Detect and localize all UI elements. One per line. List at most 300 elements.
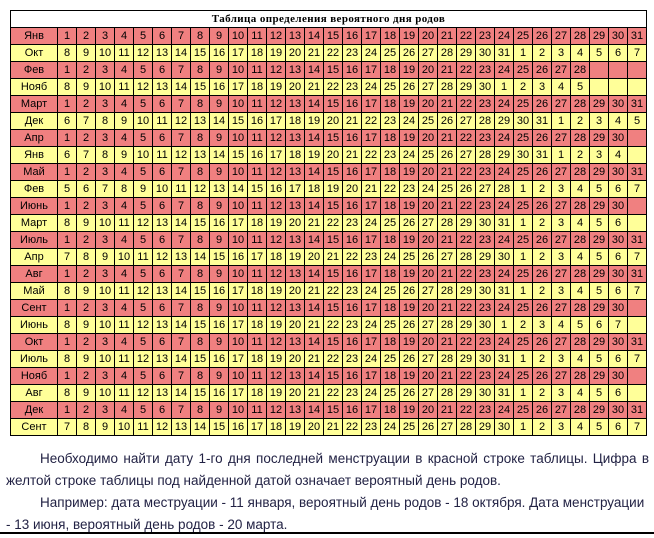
- day-cell: 5: [134, 266, 153, 283]
- day-cell: 17: [362, 130, 381, 147]
- day-cell: 28: [571, 300, 590, 317]
- day-cell: 4: [115, 130, 134, 147]
- day-cell: 7: [172, 164, 191, 181]
- table-row: [11, 215, 647, 232]
- day-cell: 1: [58, 266, 77, 283]
- day-cell: 11: [248, 232, 267, 249]
- day-cell: 17: [229, 45, 248, 62]
- day-cell: 20: [419, 368, 438, 385]
- day-cell: [609, 79, 628, 96]
- day-cell: 4: [115, 266, 134, 283]
- day-cell: 20: [286, 385, 305, 402]
- day-cell: 12: [267, 96, 286, 113]
- day-cell: 6: [153, 368, 172, 385]
- day-cell: 10: [229, 368, 248, 385]
- day-cell: 29: [590, 334, 609, 351]
- day-cell: 26: [533, 266, 552, 283]
- day-cell: 1: [514, 181, 533, 198]
- day-cell: 2: [77, 62, 96, 79]
- day-cell: 24: [362, 385, 381, 402]
- day-cell: 9: [115, 113, 134, 130]
- day-cell: 14: [305, 300, 324, 317]
- day-cell: 11: [115, 385, 134, 402]
- day-cell: 1: [58, 130, 77, 147]
- day-cell: 10: [96, 385, 115, 402]
- day-cell: 3: [552, 283, 571, 300]
- day-cell: 1: [514, 45, 533, 62]
- day-cell: 26: [533, 334, 552, 351]
- day-cell: 24: [362, 351, 381, 368]
- day-cell: 2: [77, 198, 96, 215]
- day-cell: 20: [286, 283, 305, 300]
- day-cell: 13: [286, 62, 305, 79]
- day-cell: 20: [419, 232, 438, 249]
- month-label: Нояб: [11, 79, 58, 96]
- day-cell: 14: [305, 232, 324, 249]
- day-cell: 23: [476, 402, 495, 419]
- day-cell: 11: [134, 419, 153, 436]
- day-cell: 19: [305, 147, 324, 164]
- day-cell: 16: [343, 266, 362, 283]
- day-cell: 4: [571, 215, 590, 232]
- day-cell: 28: [571, 232, 590, 249]
- day-cell: 12: [267, 266, 286, 283]
- day-cell: 22: [457, 266, 476, 283]
- day-cell: 15: [210, 249, 229, 266]
- day-cell: 8: [96, 147, 115, 164]
- day-cell: 19: [400, 130, 419, 147]
- day-cell: 20: [419, 164, 438, 181]
- day-cell: 11: [115, 215, 134, 232]
- day-cell: 4: [115, 300, 134, 317]
- day-cell: 9: [210, 28, 229, 45]
- day-cell: 8: [191, 198, 210, 215]
- day-cell: 13: [286, 334, 305, 351]
- day-cell: 31: [628, 232, 647, 249]
- day-cell: 22: [324, 79, 343, 96]
- day-cell: 16: [248, 113, 267, 130]
- table-row: [11, 249, 647, 266]
- day-cell: 17: [267, 113, 286, 130]
- day-cell: 17: [362, 232, 381, 249]
- day-cell: 11: [172, 181, 191, 198]
- day-cell: 7: [172, 266, 191, 283]
- day-cell: 5: [590, 351, 609, 368]
- month-label: Июль: [11, 351, 58, 368]
- day-cell: 22: [324, 283, 343, 300]
- day-cell: 28: [571, 130, 590, 147]
- day-cell: 30: [609, 266, 628, 283]
- table-body: [11, 28, 647, 436]
- day-cell: 8: [191, 96, 210, 113]
- day-cell: 18: [267, 249, 286, 266]
- day-cell: 23: [343, 283, 362, 300]
- day-cell: 7: [172, 300, 191, 317]
- day-cell: 16: [343, 232, 362, 249]
- day-cell: 15: [229, 113, 248, 130]
- table-row: [11, 181, 647, 198]
- day-cell: 27: [552, 130, 571, 147]
- day-cell: 17: [229, 79, 248, 96]
- day-cell: 20: [419, 334, 438, 351]
- day-cell: 21: [438, 232, 457, 249]
- month-label: Март: [11, 96, 58, 113]
- day-cell: 1: [514, 249, 533, 266]
- day-cell: 15: [324, 402, 343, 419]
- day-cell: 16: [210, 283, 229, 300]
- day-cell: 3: [552, 419, 571, 436]
- day-cell: 4: [609, 113, 628, 130]
- day-cell: 1: [58, 164, 77, 181]
- day-cell: 20: [286, 351, 305, 368]
- day-cell: 13: [286, 164, 305, 181]
- day-cell: 5: [590, 385, 609, 402]
- day-cell: 1: [58, 62, 77, 79]
- day-cell: 12: [267, 368, 286, 385]
- day-cell: 11: [115, 351, 134, 368]
- day-cell: 5: [628, 113, 647, 130]
- day-cell: 10: [229, 198, 248, 215]
- day-cell: 16: [210, 351, 229, 368]
- day-cell: 4: [115, 368, 134, 385]
- day-cell: 22: [343, 419, 362, 436]
- day-cell: 24: [495, 28, 514, 45]
- day-cell: 12: [267, 334, 286, 351]
- day-cell: 24: [495, 300, 514, 317]
- table-row: [11, 96, 647, 113]
- day-cell: 18: [381, 96, 400, 113]
- day-cell: 8: [115, 181, 134, 198]
- day-cell: 7: [628, 283, 647, 300]
- day-cell: 26: [438, 147, 457, 164]
- day-cell: 4: [571, 283, 590, 300]
- day-cell: 27: [438, 419, 457, 436]
- day-cell: 13: [286, 130, 305, 147]
- day-cell: 16: [343, 96, 362, 113]
- day-cell: 30: [609, 130, 628, 147]
- day-cell: 31: [628, 334, 647, 351]
- day-cell: 16: [267, 181, 286, 198]
- day-cell: 24: [495, 96, 514, 113]
- day-cell: 28: [571, 28, 590, 45]
- day-cell: 5: [134, 96, 153, 113]
- day-cell: 29: [590, 300, 609, 317]
- day-cell: 26: [533, 62, 552, 79]
- day-cell: 13: [153, 283, 172, 300]
- day-cell: 13: [286, 96, 305, 113]
- day-cell: 23: [381, 113, 400, 130]
- day-cell: 13: [286, 368, 305, 385]
- day-cell: 25: [438, 181, 457, 198]
- day-cell: 1: [495, 79, 514, 96]
- day-cell: 3: [96, 96, 115, 113]
- day-cell: 21: [438, 334, 457, 351]
- day-cell: 25: [514, 266, 533, 283]
- day-cell: 1: [552, 113, 571, 130]
- day-cell: 31: [495, 385, 514, 402]
- day-cell: 22: [457, 334, 476, 351]
- day-cell: 17: [362, 368, 381, 385]
- day-cell: 15: [324, 300, 343, 317]
- day-cell: 31: [628, 164, 647, 181]
- bottom-divider: [0, 532, 654, 534]
- day-cell: 14: [305, 402, 324, 419]
- day-cell: 13: [172, 249, 191, 266]
- day-cell: 24: [495, 402, 514, 419]
- day-cell: 2: [533, 249, 552, 266]
- table-row: [11, 351, 647, 368]
- day-cell: 10: [96, 215, 115, 232]
- day-cell: 17: [362, 266, 381, 283]
- day-cell: 26: [533, 130, 552, 147]
- day-cell: 28: [571, 96, 590, 113]
- day-cell: 2: [77, 164, 96, 181]
- day-cell: 3: [96, 368, 115, 385]
- day-cell: 5: [590, 215, 609, 232]
- day-cell: 30: [609, 164, 628, 181]
- day-cell: 2: [571, 147, 590, 164]
- day-cell: 29: [457, 79, 476, 96]
- day-cell: 12: [134, 45, 153, 62]
- day-cell: 7: [58, 249, 77, 266]
- day-cell: 18: [381, 164, 400, 181]
- day-cell: 26: [533, 232, 552, 249]
- day-cell: 14: [191, 249, 210, 266]
- day-cell: 30: [476, 283, 495, 300]
- day-cell: 27: [552, 402, 571, 419]
- day-cell: 2: [533, 45, 552, 62]
- day-cell: 27: [419, 79, 438, 96]
- day-cell: 12: [267, 402, 286, 419]
- day-cell: 29: [590, 402, 609, 419]
- day-cell: 3: [552, 45, 571, 62]
- day-cell: 6: [58, 147, 77, 164]
- day-cell: 10: [229, 266, 248, 283]
- day-cell: 7: [172, 402, 191, 419]
- day-cell: 29: [590, 368, 609, 385]
- day-cell: [590, 79, 609, 96]
- day-cell: 29: [457, 215, 476, 232]
- day-cell: 19: [400, 198, 419, 215]
- month-label: Апр: [11, 249, 58, 266]
- day-cell: 25: [514, 28, 533, 45]
- day-cell: 10: [115, 419, 134, 436]
- day-cell: 30: [495, 419, 514, 436]
- day-cell: 11: [115, 283, 134, 300]
- day-cell: 4: [552, 79, 571, 96]
- table-row: [11, 368, 647, 385]
- day-cell: 18: [248, 317, 267, 334]
- day-cell: 19: [400, 368, 419, 385]
- day-cell: 18: [248, 283, 267, 300]
- day-cell: 19: [400, 96, 419, 113]
- day-cell: 30: [609, 402, 628, 419]
- day-cell: 17: [362, 300, 381, 317]
- day-cell: 12: [153, 249, 172, 266]
- day-cell: 23: [476, 96, 495, 113]
- day-cell: 29: [457, 351, 476, 368]
- day-cell: 8: [58, 45, 77, 62]
- day-cell: 22: [457, 300, 476, 317]
- day-cell: 1: [552, 147, 571, 164]
- month-label: Окт: [11, 334, 58, 351]
- day-cell: 29: [495, 147, 514, 164]
- day-cell: 11: [153, 113, 172, 130]
- day-cell: 9: [96, 249, 115, 266]
- month-label: Авг: [11, 266, 58, 283]
- day-cell: 28: [571, 334, 590, 351]
- day-cell: 4: [571, 249, 590, 266]
- day-cell: 14: [305, 164, 324, 181]
- day-cell: 12: [134, 317, 153, 334]
- day-cell: 17: [362, 334, 381, 351]
- month-label: Март: [11, 215, 58, 232]
- day-cell: 29: [495, 113, 514, 130]
- day-cell: 21: [324, 249, 343, 266]
- day-cell: 6: [153, 266, 172, 283]
- day-cell: 5: [571, 317, 590, 334]
- day-cell: 12: [267, 28, 286, 45]
- day-cell: 5: [590, 419, 609, 436]
- day-cell: 25: [400, 249, 419, 266]
- table-row: [11, 385, 647, 402]
- day-cell: 3: [552, 351, 571, 368]
- day-cell: 20: [419, 62, 438, 79]
- day-cell: 15: [324, 96, 343, 113]
- day-cell: 14: [172, 283, 191, 300]
- day-cell: 22: [362, 113, 381, 130]
- day-cell: 1: [514, 419, 533, 436]
- day-cell: 10: [229, 62, 248, 79]
- day-cell: 27: [476, 181, 495, 198]
- day-cell: 14: [172, 79, 191, 96]
- day-cell: 15: [324, 368, 343, 385]
- day-cell: 5: [134, 300, 153, 317]
- day-cell: 28: [438, 215, 457, 232]
- day-cell: 5: [134, 28, 153, 45]
- day-cell: 27: [552, 300, 571, 317]
- day-cell: 17: [267, 147, 286, 164]
- page-title: Таблица определения вероятного дня родов: [11, 11, 647, 28]
- day-cell: 31: [628, 402, 647, 419]
- day-cell: 7: [172, 130, 191, 147]
- day-cell: 24: [362, 45, 381, 62]
- day-cell: 17: [248, 249, 267, 266]
- day-cell: 31: [628, 96, 647, 113]
- month-label: Сент: [11, 300, 58, 317]
- day-cell: 24: [362, 79, 381, 96]
- day-cell: 11: [248, 164, 267, 181]
- day-cell: 13: [191, 147, 210, 164]
- day-cell: 25: [514, 402, 533, 419]
- day-cell: 15: [191, 79, 210, 96]
- table-row: [11, 130, 647, 147]
- day-cell: 5: [134, 130, 153, 147]
- day-cell: 23: [476, 62, 495, 79]
- month-label: Фев: [11, 181, 58, 198]
- day-cell: [628, 215, 647, 232]
- day-cell: 31: [533, 113, 552, 130]
- day-cell: 25: [381, 283, 400, 300]
- day-cell: 16: [210, 215, 229, 232]
- day-cell: 19: [286, 249, 305, 266]
- day-cell: 23: [343, 79, 362, 96]
- day-cell: 30: [495, 249, 514, 266]
- month-label: Сент: [11, 419, 58, 436]
- day-cell: 14: [305, 62, 324, 79]
- day-cell: 3: [96, 266, 115, 283]
- day-cell: 27: [419, 317, 438, 334]
- day-cell: 20: [286, 79, 305, 96]
- day-cell: 19: [267, 351, 286, 368]
- month-label: Июнь: [11, 317, 58, 334]
- day-cell: 3: [96, 232, 115, 249]
- day-cell: 18: [381, 266, 400, 283]
- day-cell: 2: [77, 300, 96, 317]
- day-cell: 15: [324, 28, 343, 45]
- day-cell: 25: [381, 385, 400, 402]
- day-cell: 13: [153, 79, 172, 96]
- day-cell: 19: [305, 113, 324, 130]
- day-cell: 12: [267, 300, 286, 317]
- day-cell: 2: [77, 28, 96, 45]
- day-cell: 27: [552, 334, 571, 351]
- day-cell: 9: [77, 45, 96, 62]
- day-cell: 27: [419, 283, 438, 300]
- day-cell: 4: [115, 96, 134, 113]
- day-cell: 1: [58, 96, 77, 113]
- day-cell: 16: [229, 419, 248, 436]
- day-cell: 1: [58, 232, 77, 249]
- day-cell: 7: [628, 45, 647, 62]
- day-cell: 25: [381, 45, 400, 62]
- day-cell: 28: [571, 164, 590, 181]
- day-cell: 18: [286, 147, 305, 164]
- day-cell: 16: [343, 62, 362, 79]
- day-cell: 5: [134, 334, 153, 351]
- month-label: Авг: [11, 385, 58, 402]
- day-cell: 17: [248, 419, 267, 436]
- day-cell: 23: [343, 45, 362, 62]
- day-cell: 1: [58, 334, 77, 351]
- day-cell: 20: [419, 198, 438, 215]
- month-label: Окт: [11, 45, 58, 62]
- day-cell: 15: [324, 164, 343, 181]
- day-cell: 21: [305, 317, 324, 334]
- day-cell: 29: [457, 385, 476, 402]
- day-cell: 16: [343, 28, 362, 45]
- day-cell: 27: [419, 385, 438, 402]
- day-cell: 19: [400, 402, 419, 419]
- day-cell: 19: [267, 385, 286, 402]
- day-cell: 11: [248, 130, 267, 147]
- day-cell: 12: [267, 164, 286, 181]
- day-cell: 3: [96, 28, 115, 45]
- day-cell: 15: [191, 45, 210, 62]
- day-cell: 13: [153, 45, 172, 62]
- day-cell: 10: [96, 79, 115, 96]
- day-cell: 14: [191, 419, 210, 436]
- day-cell: 26: [419, 419, 438, 436]
- day-cell: [628, 385, 647, 402]
- day-cell: 6: [153, 232, 172, 249]
- table-row: [11, 283, 647, 300]
- day-cell: 25: [514, 300, 533, 317]
- day-cell: 22: [457, 232, 476, 249]
- day-cell: 8: [191, 334, 210, 351]
- day-cell: 5: [590, 249, 609, 266]
- day-cell: 23: [476, 198, 495, 215]
